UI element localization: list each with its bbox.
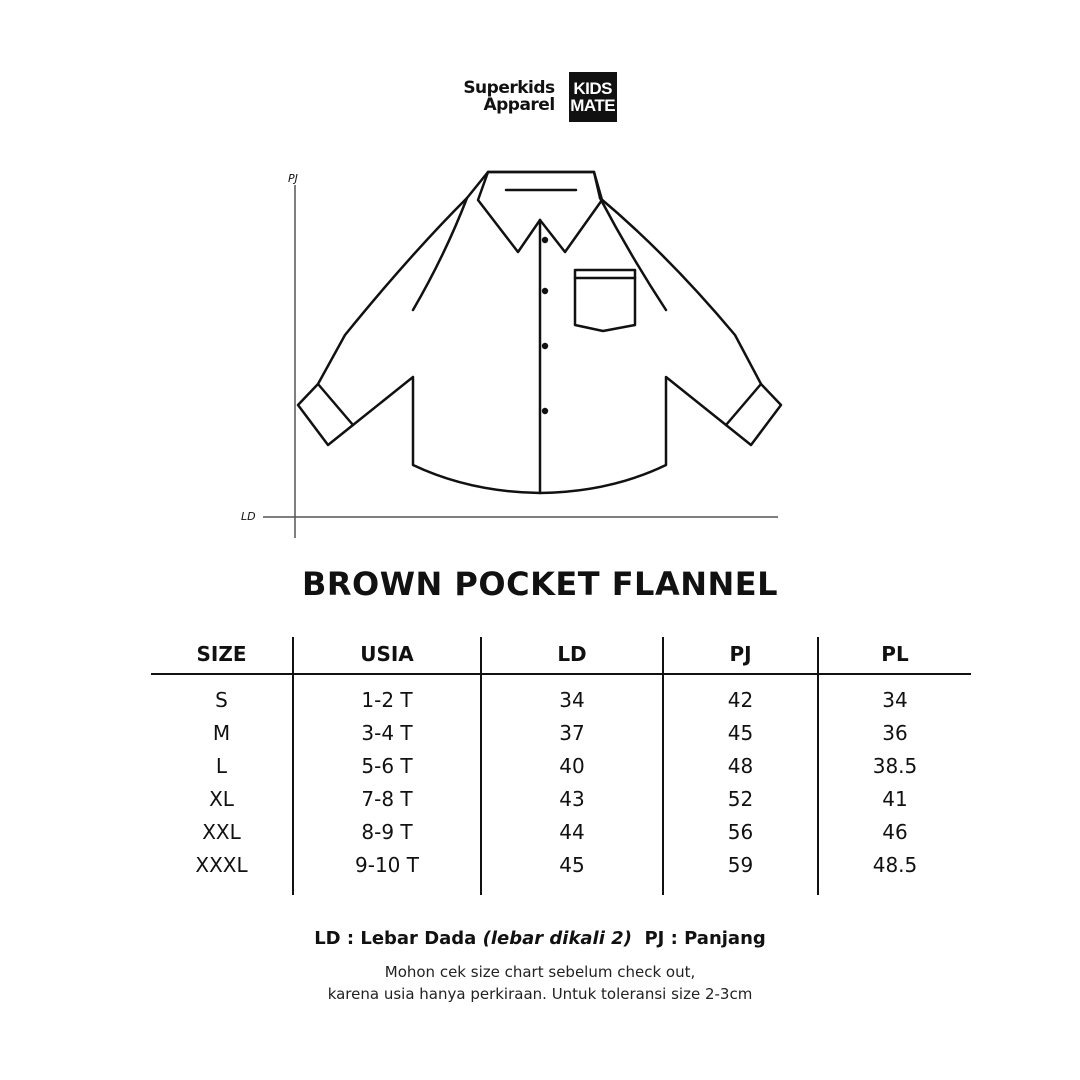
size-chart-table <box>151 637 971 895</box>
size-note <box>0 961 1080 1005</box>
cell-pj: 56 <box>663 815 818 848</box>
cell-size: L <box>151 749 293 782</box>
cell-pl: 48.5 <box>872 852 918 877</box>
header-size: SIZE <box>151 637 293 674</box>
measurement-legend <box>0 928 1080 949</box>
cell-usia: 7-8 T <box>293 782 481 815</box>
legend-ld: LD : Lebar Dada <box>314 928 477 949</box>
cell-pl: 38.5 <box>872 753 918 778</box>
table-row <box>151 749 971 782</box>
cell-pl: 46 <box>882 819 908 844</box>
cell-pj: 59 <box>663 848 818 895</box>
cell-usia: 9-10 T <box>293 848 481 895</box>
cell-size: XXL <box>151 815 293 848</box>
cell-pl: 41 <box>882 786 908 811</box>
cell-pj: 48 <box>663 749 818 782</box>
cell-usia: 8-9 T <box>293 815 481 848</box>
cell-usia: 5-6 T <box>293 749 481 782</box>
cell-pl: 34 <box>882 687 908 712</box>
header-ld: LD <box>481 637 663 674</box>
table-row <box>151 815 971 848</box>
table-row <box>151 716 971 749</box>
badge-line2: MATE <box>570 96 616 115</box>
table-row <box>151 848 971 895</box>
cell-usia: 3-4 T <box>293 716 481 749</box>
note-line1: Mohon cek size chart sebelum check out, <box>384 963 696 981</box>
ld-axis-label: LD <box>241 510 256 523</box>
cell-pl: 36 <box>882 720 908 745</box>
cell-size: XL <box>151 782 293 815</box>
cell-ld: 43 <box>481 782 663 815</box>
cell-pj: 45 <box>663 716 818 749</box>
cell-ld: 44 <box>481 815 663 848</box>
button-dots <box>542 237 548 414</box>
header-usia: USIA <box>293 637 481 674</box>
legend-ld-note: (lebar dikali 2) <box>482 928 632 949</box>
pj-axis-label: PJ <box>288 172 298 185</box>
cell-ld: 34 <box>481 674 663 716</box>
header-pj: PJ <box>663 637 818 674</box>
cell-size: XXXL <box>151 848 293 895</box>
cell-size: M <box>151 716 293 749</box>
cell-ld: 40 <box>481 749 663 782</box>
brand-name-line1: Superkids <box>463 78 555 98</box>
table-row <box>151 782 971 815</box>
legend-pj: PJ : Panjang <box>644 928 766 949</box>
cell-pj: 42 <box>663 674 818 716</box>
cell-usia: 1-2 T <box>293 674 481 716</box>
note-line2: karena usia hanya perkiraan. Untuk toleransi size 2-3cm <box>327 985 753 1003</box>
product-title: BROWN POCKET FLANNEL <box>301 565 779 603</box>
brand-name-line2: Apparel <box>483 95 555 115</box>
table-header-row <box>151 637 971 674</box>
table-row <box>151 674 971 716</box>
shirt-icon <box>298 172 781 493</box>
cell-size: S <box>151 674 293 716</box>
badge-line1: KIDS <box>573 79 612 98</box>
cell-pj: 52 <box>663 782 818 815</box>
header-pl: PL <box>818 637 971 674</box>
cell-ld: 45 <box>481 848 663 895</box>
cell-ld: 37 <box>481 716 663 749</box>
